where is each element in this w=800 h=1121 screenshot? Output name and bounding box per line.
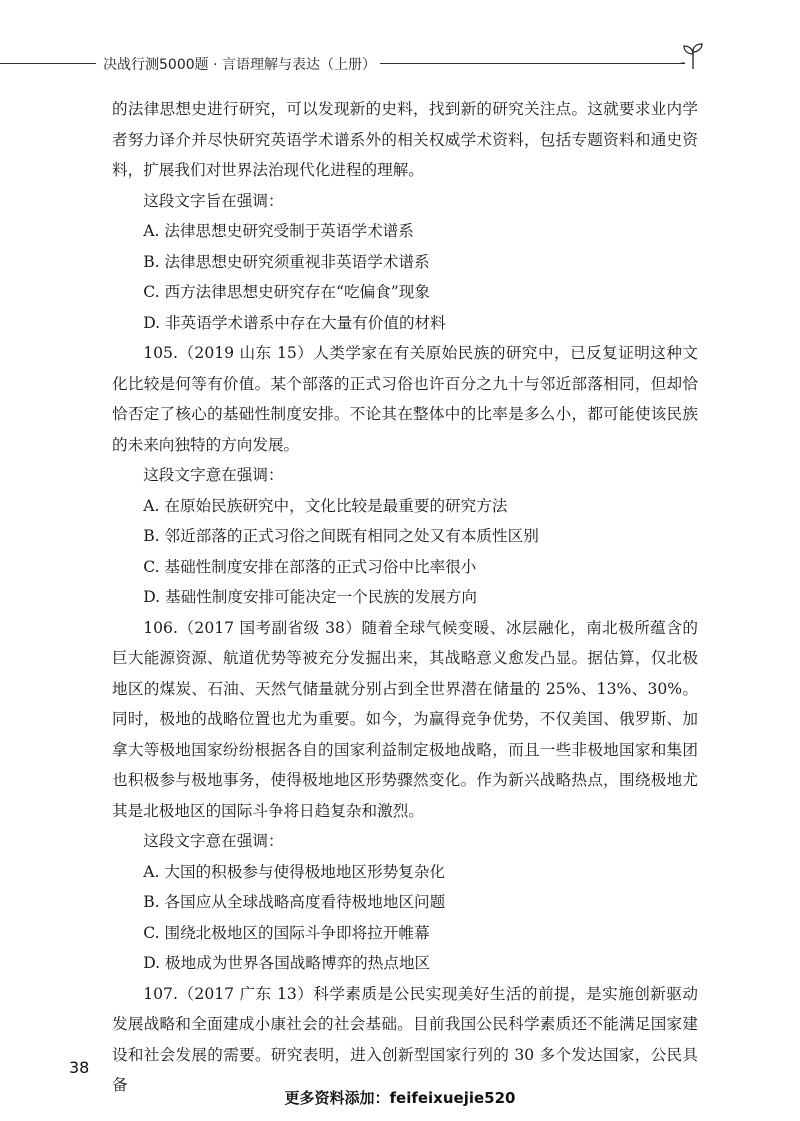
question-104-option-b: B. 法律思想史研究须重视非英语学术谱系 xyxy=(143,252,430,271)
question-106-option-c: C. 围绕北极地区的国际斗争即将拉开帷幕 xyxy=(143,923,430,942)
question-104-option-a: A. 法律思想史研究受制于英语学术谱系 xyxy=(143,222,414,240)
question-105-text: 105.（2019 山东 15）人类学家在有关原始民族的研究中，已反复证明这种文化比较是何等有价值。某个部落的正式习俗也许百分之九十与邻近部落相同，但却恰恰否定了核心的基础性制度安排。不论其在整体中的比率是多么小，都可能使该民族的未来向独特的方向发展。 xyxy=(112,344,698,454)
question-107-text: 107.（2017 广东 13）科学素质是公民实现美好生活的前提，是实施创新驱动发展战略和全面建成小康社会的社会基础。目前我国公民科学素质还不能满足国家建设和社会发展的需要。研究表明，进入创新型国家行列的 30 多个发达国家，公民具备 xyxy=(112,984,698,1094)
question-106-option-b: B. 各国应从全球战略高度看待极地地区问题 xyxy=(143,893,446,911)
sprout-icon xyxy=(681,42,705,70)
question-106-text: 106.（2017 国考副省级 38）随着全球气候变暖、冰层融化，南北极所蕴含的巨大能源资源、航道优势等被充分发掘出来，其战略意义愈发凸显。据估算，仅北极地区的煤炭、石油、天然气储量就分别占到全世界潜在储量的 25%、13%、30%。同时，极地的战略位置也尤为重要。如今，为赢得竞争优势，不仅美国、俄罗斯、加拿大等极地国家纷纷根据各自的国家利益制定极地战略，而且一些非极地国家和集团也积极参与极地事务，使得极地地区形势骤然变化。作为新兴战略热点，围绕极地尤其是北极地区的国际斗争将日趋复杂和激烈。 xyxy=(112,618,698,820)
header-rule-left xyxy=(0,63,96,64)
question-106-option-d: D. 极地成为世界各国战略博弈的热点地区 xyxy=(143,954,431,972)
footer-note: 更多资料添加：feifeixuejie520 xyxy=(284,1089,516,1107)
question-105-option-c: C. 基础性制度安排在部落的正式习俗中比率很小 xyxy=(143,557,477,576)
page-number: 38 xyxy=(69,1058,90,1077)
question-106-option-a: A. 大国的积极参与使得极地地区形势复杂化 xyxy=(143,862,446,881)
page-content xyxy=(112,94,698,1101)
question-104-stem: 这段文字旨在强调： xyxy=(143,191,284,210)
question-105-option-b: B. 邻近部落的正式习俗之间既有相同之处又有本质性区别 xyxy=(143,527,539,545)
question-105-stem: 这段文字意在强调： xyxy=(143,466,284,484)
book-title: 决战行测5000题 · 言语理解与表达（上册） xyxy=(103,57,376,73)
question-104-option-c: C. 西方法律思想史研究存在“吃偏食”现象 xyxy=(143,283,430,301)
question-104-option-d: D. 非英语学术谱系中存在大量有价值的材料 xyxy=(143,313,446,332)
question-105-option-d: D. 基础性制度安排可能决定一个民族的发展方向 xyxy=(143,588,477,606)
continued-paragraph: 的法律思想史进行研究，可以发现新的史料，找到新的研究关注点。这就要求业内学者努力译介并尽快研究英语学术谱系外的相关权威学术资料，包括专题资料和通史资料，扩展我们对世界法治现代化进程的理解。 xyxy=(112,100,698,179)
question-105-option-a: A. 在原始民族研究中，文化比较是最重要的研究方法 xyxy=(143,496,508,515)
running-header xyxy=(0,52,800,76)
question-106-stem: 这段文字意在强调： xyxy=(143,832,284,850)
header-rule-right xyxy=(380,63,685,64)
